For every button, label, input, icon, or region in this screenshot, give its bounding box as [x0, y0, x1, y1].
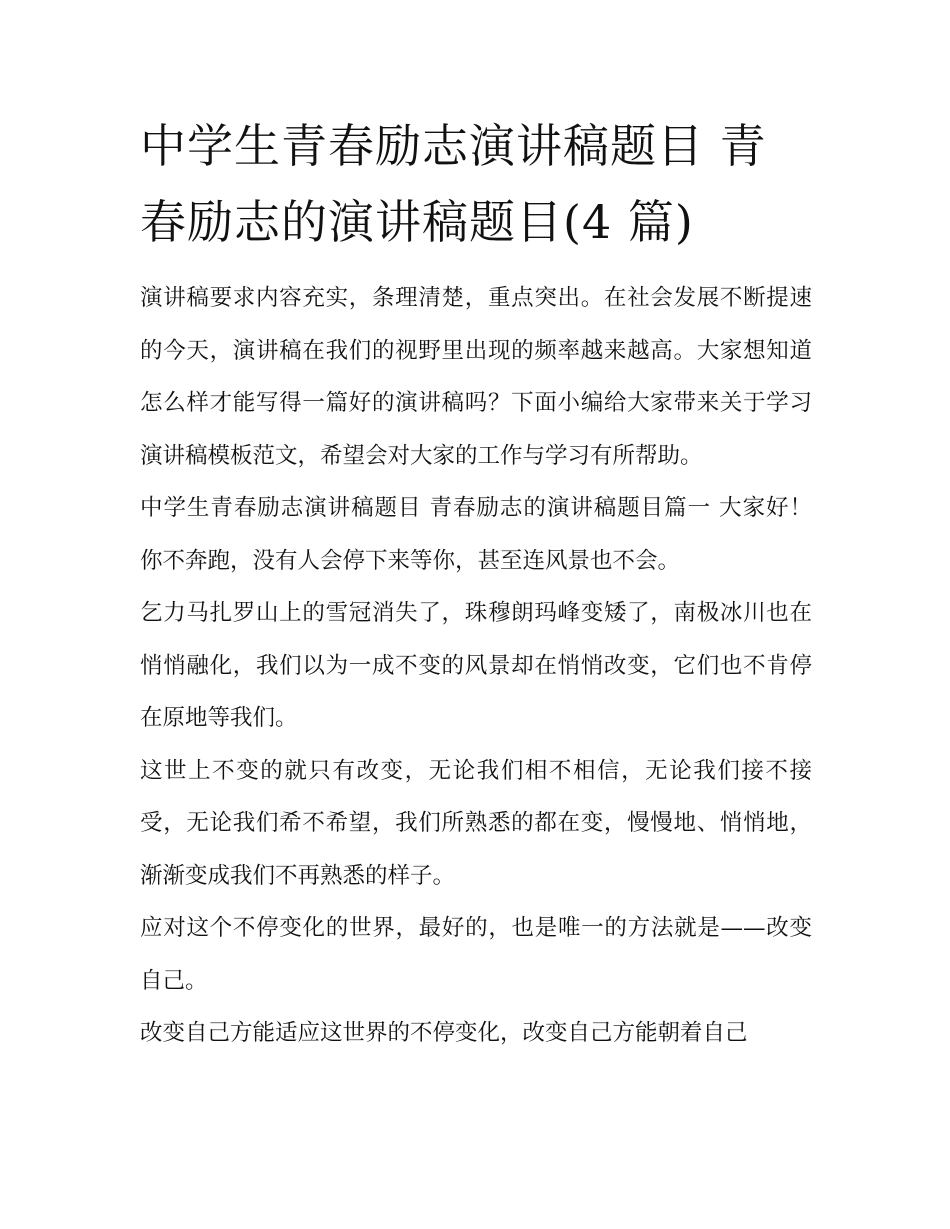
- paragraph-adapt: 改变自己方能适应这世界的不停变化，改变自己方能朝着自己: [140, 1020, 748, 1046]
- paragraph-landscape: 乞力马扎罗山上的雪冠消失了，珠穆朗玛峰变矮了，南极冰川也在悄悄融化，我们以为一成不变的风景却在悄悄改变，它们也不肯停在原地等我们。: [140, 600, 812, 731]
- paragraph-opening: 中学生青春励志演讲稿题目 青春励志的演讲稿题目篇一 大家好！ 你不奔跑，没有人会停下来等你，甚至连风景也不会。: [140, 495, 812, 574]
- paragraph-intro: 演讲稿要求内容充实，条理清楚，重点突出。在社会发展不断提速的今天，演讲稿在我们的视野里出现的频率越来越高。大家想知道怎么样才能写得一篇好的演讲稿吗？下面小编给大家带来关于学习演讲稿模板范文，希望会对大家的工作与学习有所帮助。: [140, 285, 812, 469]
- paragraph-method: 应对这个不停变化的世界，最好的，也是唯一的方法就是——改变自己。: [140, 915, 812, 994]
- document-title: 中学生青春励志演讲稿题目 青春励志的演讲稿题目(4 篇): [140, 119, 767, 249]
- document-page: [140, 108, 812, 1060]
- paragraph-change: 这世上不变的就只有改变，无论我们相不相信，无论我们接不接受，无论我们希不希望，我们所熟悉的都在变，慢慢地、悄悄地，渐渐变成我们不再熟悉的样子。: [140, 757, 812, 889]
